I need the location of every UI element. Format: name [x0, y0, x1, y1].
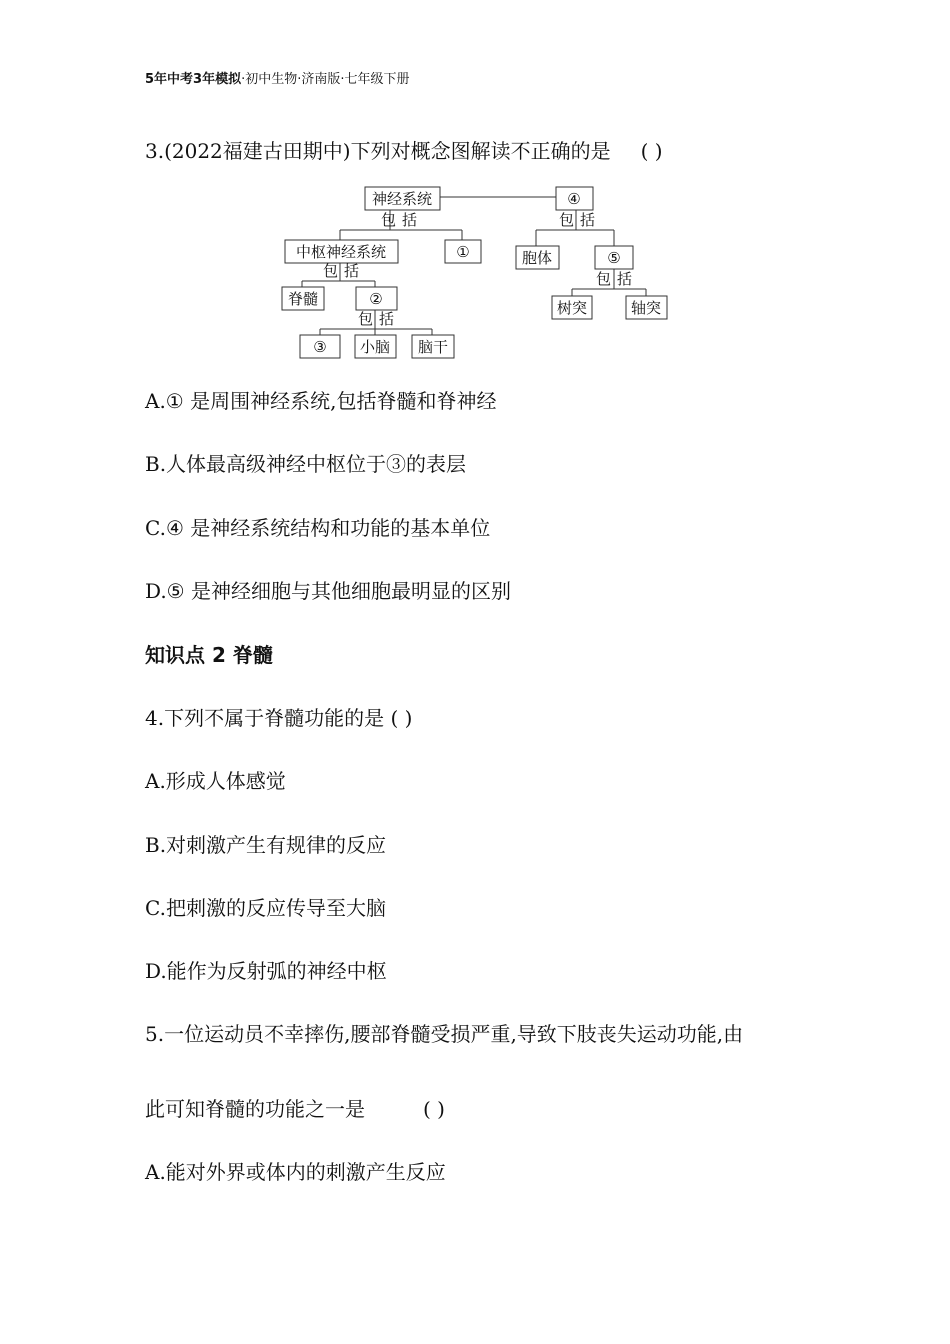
q4-option-c: C.把刺激的反应传导至大脑 — [145, 896, 386, 920]
label-n4: ④ — [567, 190, 581, 208]
label-n5: ⑤ — [607, 249, 621, 267]
q5-stem-line1: 5.一位运动员不幸摔伤,腰部脊髓受损严重,导致下肢丧失运动功能,由 — [145, 1022, 744, 1046]
q5-stem-text: 此可知脊髓的功能之一是 — [145, 1097, 365, 1121]
q4-option-b: B.对刺激产生有规律的反应 — [145, 833, 387, 857]
q4-stem: 4.下列不属于脊髓功能的是 ( ) — [145, 706, 413, 730]
label-brainstem: 脑干 — [417, 338, 449, 356]
concept-diagram — [280, 183, 680, 363]
q3-option-b: B.人体最高级神经中枢位于③的表层 — [145, 452, 467, 476]
q3-option-c: C.④ 是神经系统结构和功能的基本单位 — [145, 516, 491, 540]
q3-option-a: A.① 是周围神经系统,包括脊髓和脊神经 — [145, 389, 497, 413]
label-include-3: 包括 — [322, 262, 366, 280]
label-n2: ② — [369, 290, 383, 308]
q3-option-d: D.⑤ 是神经细胞与其他细胞最明显的区别 — [145, 579, 511, 603]
q3-stem-text: 3.(2022福建古田期中)下列对概念图解读不正确的是 — [145, 139, 611, 163]
label-root: 神经系统 — [371, 190, 433, 208]
label-n1: ① — [456, 243, 470, 261]
label-cerebellum: 小脑 — [359, 338, 391, 356]
label-spinal: 脊髓 — [287, 290, 319, 308]
q5-stem-line2 — [145, 1095, 445, 1123]
page-header — [145, 68, 410, 87]
header-series: 5年中考3年模拟 — [145, 72, 242, 87]
label-cns: 中枢神经系统 — [295, 243, 387, 261]
header-subtitle: ·初中生物·济南版·七年级下册 — [241, 72, 410, 87]
q5-option-a: A.能对外界或体内的刺激产生反应 — [145, 1160, 446, 1184]
q4-option-a: A.形成人体感觉 — [145, 769, 286, 793]
label-n3: ③ — [313, 338, 327, 356]
label-include-4: 包括 — [595, 270, 639, 288]
label-include-5: 包括 — [357, 310, 401, 328]
q3-answer-paren: ( ) — [640, 139, 663, 163]
label-include-1: 包括 — [380, 211, 424, 229]
label-include-2: 包括 — [558, 211, 602, 229]
section-title: 知识点 2 脊髓 — [145, 643, 273, 667]
q3-stem — [145, 137, 663, 165]
label-soma: 胞体 — [521, 249, 553, 267]
q5-answer-paren: ( ) — [423, 1097, 445, 1121]
label-dendrite: 树突 — [556, 299, 588, 317]
label-axon: 轴突 — [630, 299, 662, 317]
q4-option-d: D.能作为反射弧的神经中枢 — [145, 959, 387, 983]
